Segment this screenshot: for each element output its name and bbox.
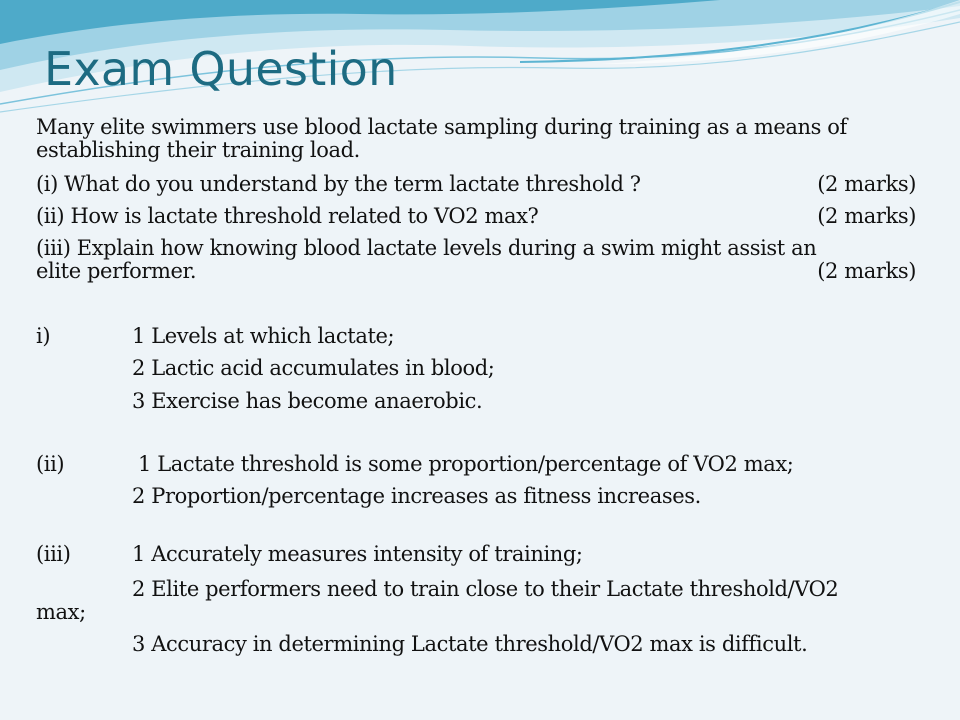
answer-iii-label: (iii) xyxy=(36,542,71,566)
answer-ii-point-2: 2 Proportion/percentage increases as fitness increases. xyxy=(132,484,701,508)
question-ii-text: (ii) How is lactate threshold related to VO2 max? xyxy=(36,204,539,228)
answer-ii-point-1: 1 Lactate threshold is some proportion/percentage of VO2 max; xyxy=(138,452,794,476)
question-iii-line1: (iii) Explain how knowing blood lactate levels during a swim might assist an xyxy=(36,236,817,260)
question-i-text: (i) What do you understand by the term lactate threshold ? xyxy=(36,172,641,196)
question-iii-text: elite performer. xyxy=(36,259,197,283)
answer-ii-label: (ii) xyxy=(36,452,65,476)
question-i xyxy=(36,173,916,196)
answer-i-point-2: 2 Lactic acid accumulates in blood; xyxy=(132,356,495,380)
answer-i-point-3: 3 Exercise has become anaerobic. xyxy=(132,389,483,413)
question-iii-line2 xyxy=(36,260,916,283)
question-ii xyxy=(36,205,916,228)
answer-iii-point-2: 2 Elite performers need to train close to their Lactate threshold/VO2 xyxy=(132,577,839,601)
answer-i-point-1: 1 Levels at which lactate; xyxy=(132,324,395,348)
question-ii-marks: (2 marks) xyxy=(817,204,916,228)
answer-i-label: i) xyxy=(36,324,51,348)
page-title: Exam Question xyxy=(44,42,398,96)
answer-iii-point-3: 3 Accuracy in determining Lactate threshold/VO2 max is difficult. xyxy=(132,632,808,656)
question-i-marks: (2 marks) xyxy=(817,172,916,196)
answer-iii-point-1: 1 Accurately measures intensity of training; xyxy=(132,542,583,566)
question-iii-marks: (2 marks) xyxy=(817,259,916,283)
answer-iii-point-2-continuation: max; xyxy=(36,600,86,624)
question-intro: Many elite swimmers use blood lactate sampling during training as a means of establishing their training load. xyxy=(36,115,847,162)
